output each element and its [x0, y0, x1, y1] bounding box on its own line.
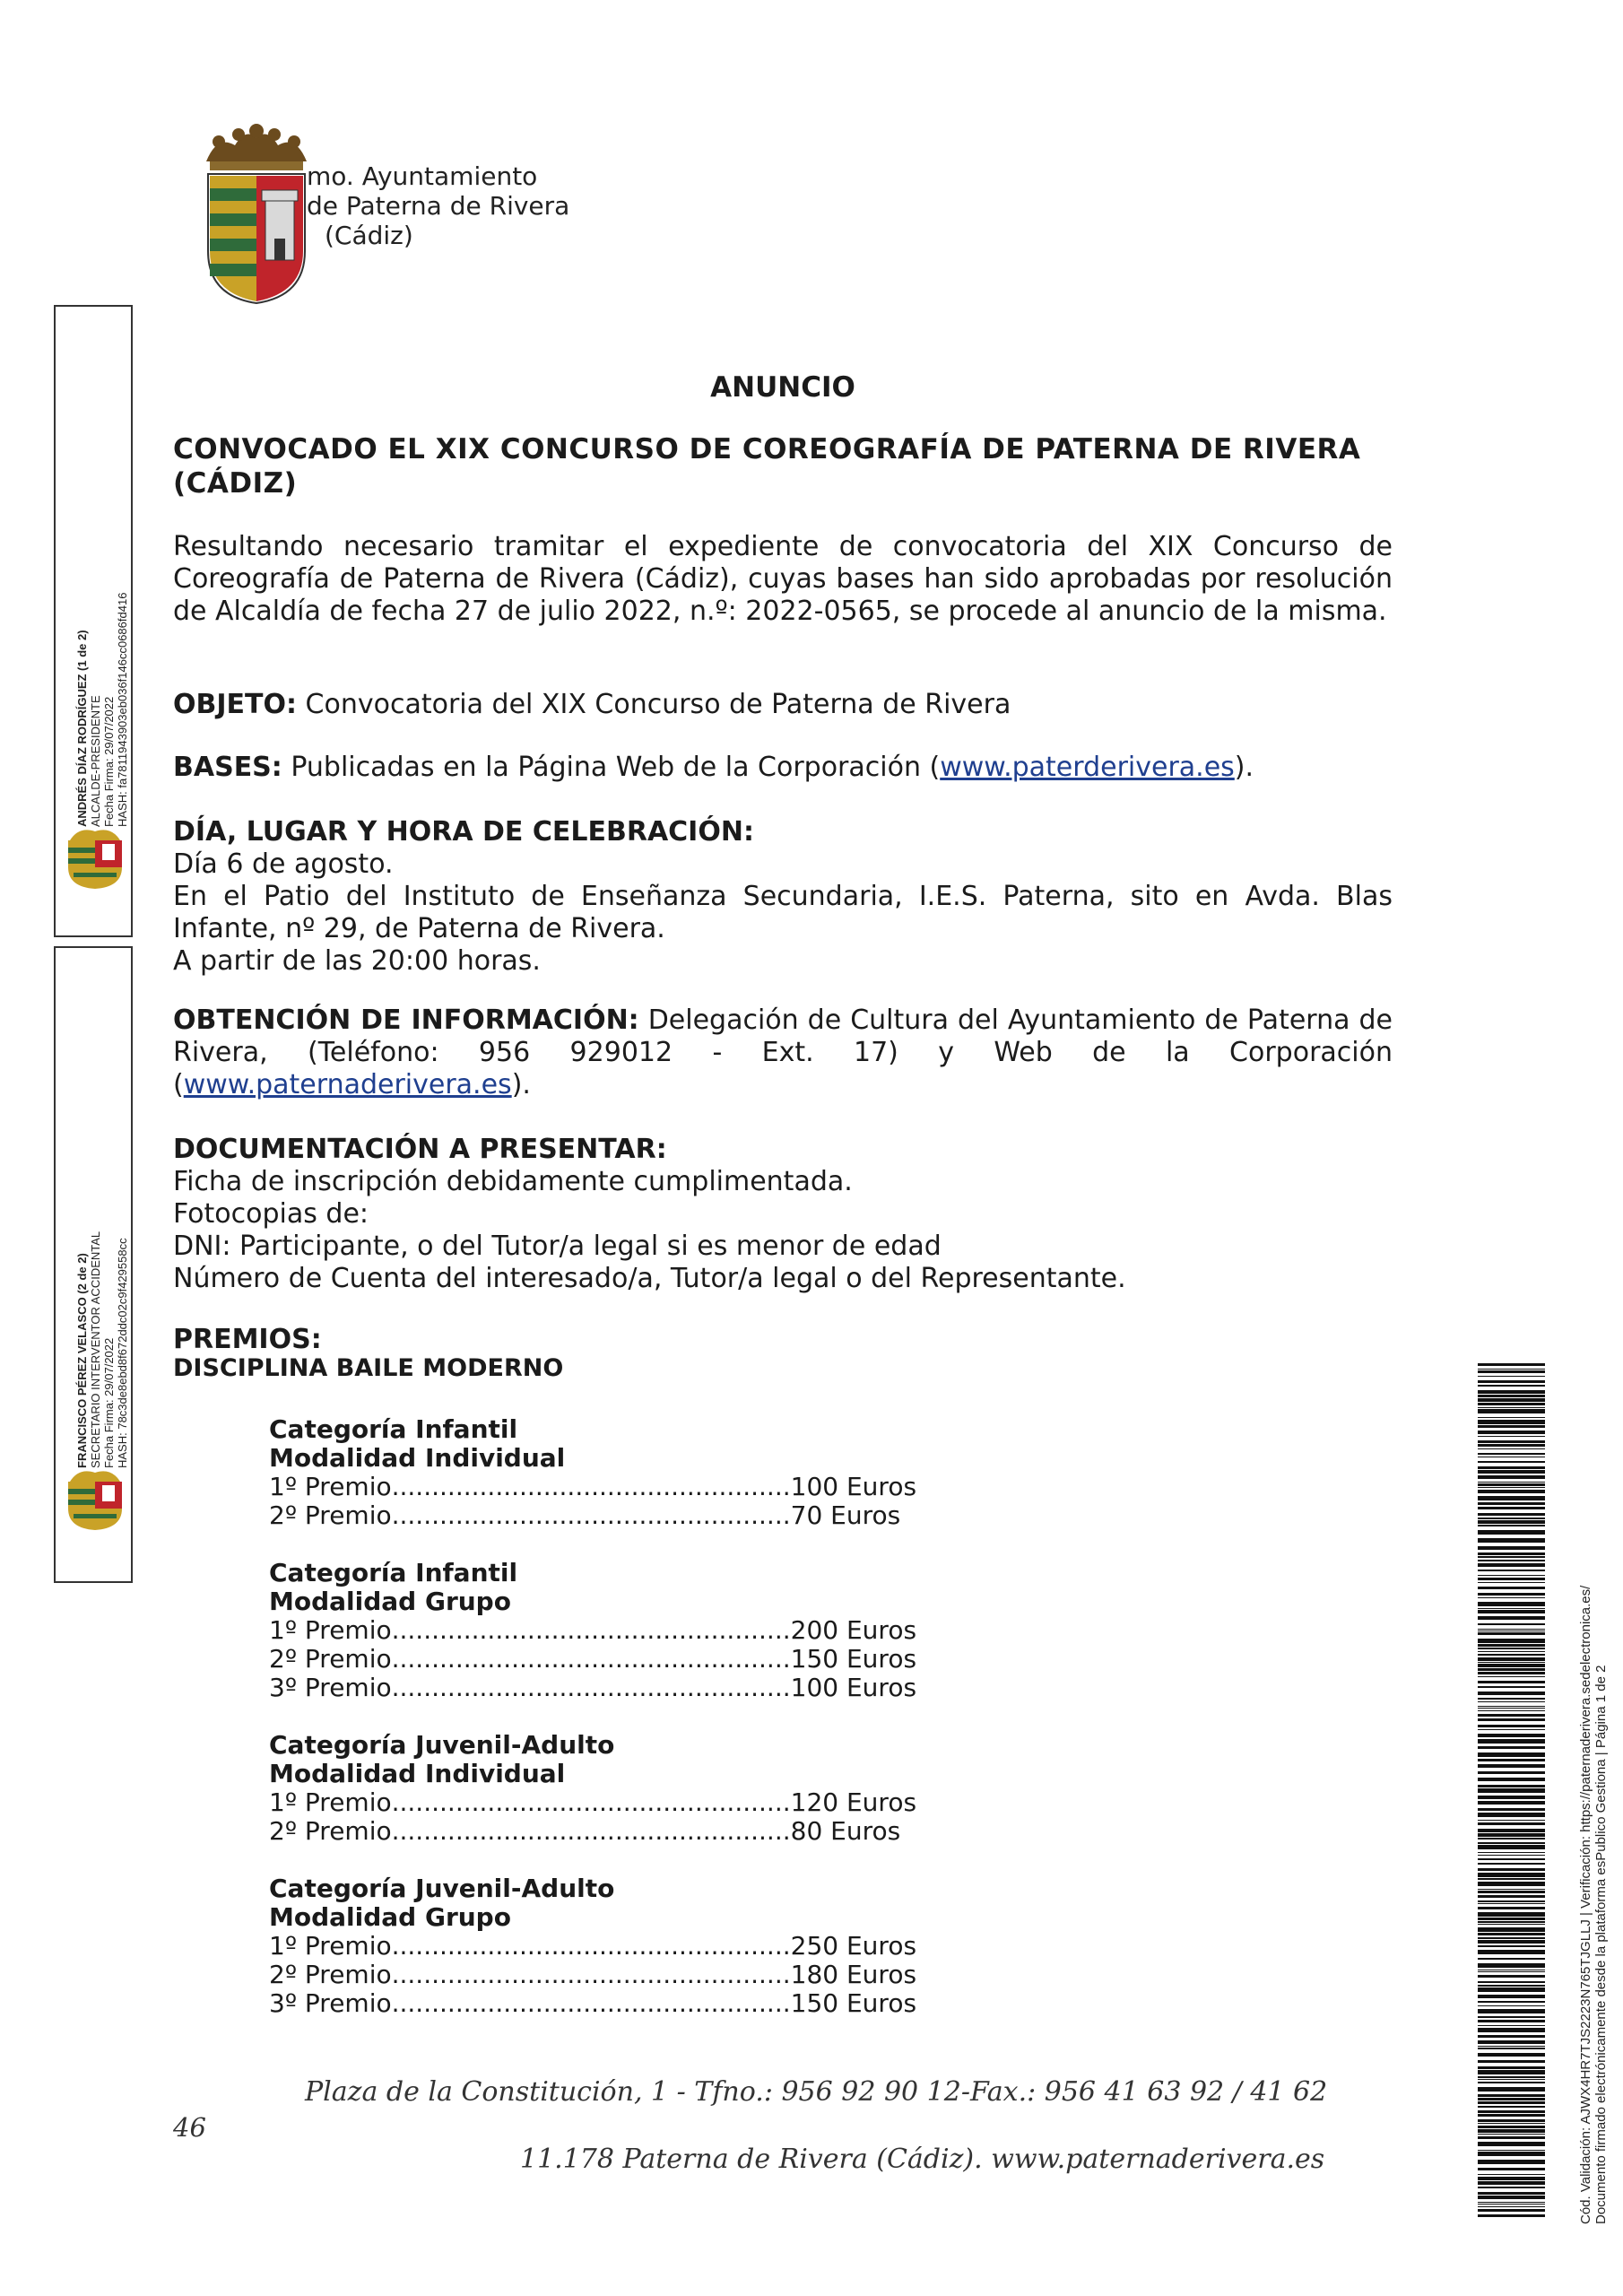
- prize-label: 2º Premio: [269, 1500, 392, 1530]
- prize-label: 1º Premio: [269, 1787, 392, 1817]
- barcode-bar: [1478, 1563, 1545, 1567]
- barcode-bar: [1478, 1448, 1545, 1449]
- barcode-bar: [1478, 2110, 1545, 2113]
- barcode-bar: [1478, 1796, 1545, 1799]
- barcode-bar: [1478, 1746, 1545, 1749]
- barcode-bar: [1478, 1436, 1545, 1437]
- footer-address-line-1: Plaza de la Constitución, 1 - Tfno.: 956 92 90 12-Fax.: 956 41 63 92 / 41 62: [305, 2076, 1328, 2108]
- barcode-bar: [1478, 1708, 1545, 1709]
- document-title: ANUNCIO: [710, 371, 855, 404]
- barcode-bar: [1478, 2181, 1545, 2185]
- barcode-bar: [1478, 1912, 1545, 1917]
- barcode-bar: [1478, 1842, 1545, 1844]
- barcode-bar: [1478, 2152, 1545, 2156]
- barcode-bar: [1478, 1616, 1545, 1620]
- barcode-bar: [1478, 2114, 1545, 2117]
- barcode-bar: [1478, 1852, 1545, 1853]
- barcode-bar: [1478, 2009, 1545, 2013]
- barcode-bar: [1478, 2060, 1545, 2063]
- barcode-bar: [1478, 2134, 1545, 2135]
- documentation-line-2: Fotocopias de:: [173, 1198, 369, 1230]
- objeto-section: [173, 689, 1393, 721]
- barcode-bar: [1478, 2126, 1545, 2128]
- documentation-section: [173, 1134, 1393, 1295]
- prize-row: 2º Premio .................................................. 80 Euros: [269, 1816, 901, 1846]
- barcode-bar: [1478, 1863, 1545, 1865]
- barcode-bar: [1478, 1903, 1545, 1904]
- signature-text-1: [75, 325, 129, 827]
- barcode-bar: [1478, 2016, 1545, 2018]
- info-end: ).: [511, 1069, 531, 1100]
- barcode-bar: [1478, 1686, 1545, 1688]
- celebration-label: DÍA, LUGAR Y HORA DE CELEBRACIÓN:: [173, 816, 754, 848]
- modality-name: Modalidad Grupo: [269, 1902, 511, 1932]
- bases-label: BASES:: [173, 752, 282, 783]
- prize-row: 1º Premio .................................................. 120 Euros: [269, 1787, 917, 1817]
- barcode-bar: [1478, 1725, 1545, 1727]
- barcode-bar: [1478, 1734, 1545, 1737]
- barcode-bar: [1478, 2119, 1545, 2122]
- barcode-bar: [1478, 1560, 1545, 1561]
- category-name: Categoría Infantil: [269, 1558, 518, 1587]
- barcode-bar: [1478, 1651, 1545, 1652]
- barcode-bar: [1478, 1664, 1545, 1667]
- barcode-bar: [1478, 1530, 1545, 1535]
- barcode-bar: [1478, 1971, 1545, 1972]
- barcode-bar: [1478, 1518, 1545, 1519]
- prize-row: 1º Premio .................................................. 250 Euros: [269, 1931, 917, 1961]
- org-line-3: (Cádiz): [325, 221, 413, 250]
- barcode-bar: [1478, 1632, 1545, 1635]
- category-name: Categoría Infantil: [269, 1414, 518, 1444]
- prize-row: 3º Premio .................................................. 100 Euros: [269, 1673, 917, 1702]
- barcode-bar: [1478, 2076, 1545, 2078]
- barcode-bar: [1478, 1369, 1545, 1370]
- barcode-bar: [1478, 1470, 1545, 1474]
- barcode-bar: [1478, 1975, 1545, 1978]
- documentation-label: DOCUMENTACIÓN A PRESENTAR:: [173, 1134, 667, 1165]
- barcode-bar: [1478, 1706, 1545, 1707]
- barcode-bar: [1478, 1513, 1545, 1516]
- barcode-bar: [1478, 2079, 1545, 2080]
- prize-category-1: [269, 1414, 917, 1530]
- barcode-bar: [1478, 1475, 1545, 1479]
- prize-amount: 180 Euros: [790, 1960, 917, 1989]
- signature-logo-icon: [61, 1464, 129, 1532]
- bases-end: ).: [1234, 752, 1254, 783]
- barcode-bar: [1478, 1845, 1545, 1849]
- barcode-bar: [1478, 1431, 1545, 1434]
- prize-row: 2º Premio .................................................. 180 Euros: [269, 1960, 917, 1989]
- barcode-bar: [1478, 1556, 1545, 1558]
- barcode-bar: [1478, 1838, 1545, 1839]
- barcode-bar: [1478, 2106, 1545, 2108]
- barcode-bar: [1478, 1829, 1545, 1832]
- prize-row: 2º Premio .................................................. 70 Euros: [269, 1500, 901, 1530]
- barcode-bar: [1478, 1950, 1545, 1954]
- barcode-bar: [1478, 1778, 1545, 1781]
- barcode-bar: [1478, 1409, 1545, 1413]
- barcode-bar: [1478, 1889, 1545, 1890]
- barcode-bar: [1478, 1963, 1545, 1968]
- barcode-bar: [1478, 1657, 1545, 1661]
- barcode-bar: [1478, 1575, 1545, 1576]
- barcode-bar: [1478, 1785, 1545, 1787]
- org-line-2: de Paterna de Rivera: [307, 191, 570, 221]
- barcode-bar: [1478, 1593, 1545, 1596]
- prize-amount: 100 Euros: [790, 1472, 917, 1501]
- barcode-bar: [1478, 1927, 1545, 1932]
- barcode-bar: [1478, 1995, 1545, 1998]
- category-name: Categoría Juvenil-Adulto: [269, 1874, 615, 1903]
- barcode-bar: [1478, 1597, 1545, 1598]
- barcode-bar: [1478, 1639, 1545, 1643]
- validation-platform: Documento firmado electrónicamente desde la plataforma esPublico Gestiona | Página 1 de 2: [1593, 1665, 1609, 2224]
- barcode-bar: [1478, 1752, 1545, 1757]
- barcode-bar: [1478, 1654, 1545, 1656]
- barcode-bar: [1478, 1444, 1545, 1447]
- barcode-bar: [1478, 2192, 1545, 2195]
- barcode-bar: [1478, 1813, 1545, 1817]
- barcode-bar: [1478, 1587, 1545, 1589]
- barcode-bar: [1478, 2150, 1545, 2151]
- celebration-place: En el Patio del Instituto de Enseñanza Secundaria, I.E.S. Paterna, sito en Avda. Blas Infante, nº 29, de Paterna de Rivera.: [173, 881, 1393, 944]
- barcode-bar: [1478, 2005, 1545, 2006]
- barcode-bar: [1478, 1440, 1545, 1443]
- validation-text: [1551, 1399, 1609, 2224]
- barcode-bar: [1478, 2168, 1545, 2170]
- barcode-bar: [1478, 2025, 1545, 2026]
- celebration-section: [173, 816, 1393, 978]
- signature-hash: HASH: fa7811943903eb036f146cc0686fd416: [116, 592, 129, 827]
- barcode-bar: [1478, 2087, 1545, 2092]
- barcode-bar: [1478, 1648, 1545, 1649]
- prize-label: 1º Premio: [269, 1472, 392, 1501]
- intro-paragraph: Resultando necesario tramitar el expediente de convocatoria del XIX Concurso de Coreografía de Paterna de Rivera (Cádiz), cuyas bases han sido aprobadas por resolución de Alcaldía de fecha 27 de julio 2022, n.º: 2022-0565, se procede al anuncio de la misma.: [173, 531, 1393, 627]
- barcode-bar: [1478, 2196, 1545, 2199]
- barcode-bar: [1478, 1945, 1545, 1947]
- barcode-bar: [1478, 2160, 1545, 2164]
- barcode-bar: [1478, 2082, 1545, 2083]
- signature-stamp-1: [54, 305, 133, 937]
- barcode-bar: [1478, 1918, 1545, 1920]
- organization-name: [307, 161, 569, 250]
- barcode-bar: [1478, 2035, 1545, 2038]
- barcode-bar: [1478, 1981, 1545, 1983]
- barcode-bar: [1478, 2202, 1545, 2203]
- prize-row: 1º Premio .................................................. 100 Euros: [269, 1472, 917, 1501]
- bases-link[interactable]: www.paterderivera.es: [940, 752, 1235, 783]
- barcode-bar: [1478, 1985, 1545, 1987]
- barcode-bar: [1478, 2066, 1545, 2069]
- barcode-bar: [1478, 2001, 1545, 2003]
- prize-label: 3º Premio: [269, 1673, 392, 1702]
- barcode-bar: [1478, 2040, 1545, 2044]
- barcode-bar: [1478, 1644, 1545, 1647]
- barcode-bar: [1478, 1608, 1545, 1609]
- barcode-bar: [1478, 1933, 1545, 1935]
- barcode-bar: [1478, 1882, 1545, 1886]
- barcode-bar: [1478, 1376, 1545, 1377]
- barcode-bar: [1478, 2123, 1545, 2124]
- org-line-1: mo. Ayuntamiento: [307, 161, 538, 191]
- barcode-bar: [1478, 1425, 1545, 1428]
- signature-stamp-2: [54, 946, 133, 1583]
- barcode-bar: [1478, 2098, 1545, 2100]
- barcode-bar: [1478, 1900, 1545, 1902]
- barcode-bar: [1478, 1385, 1545, 1387]
- barcode-bar: [1478, 2142, 1545, 2146]
- barcode-bar: [1478, 1878, 1545, 1880]
- barcode-bar: [1478, 1520, 1545, 1524]
- barcode-bar: [1478, 2136, 1545, 2139]
- barcode-bar: [1478, 1507, 1545, 1509]
- barcode-bar: [1478, 1855, 1545, 1856]
- info-section: [173, 1004, 1393, 1101]
- signature-hash: HASH: 78c3de8ebd8f672ddc02c9f429558cc: [116, 1238, 129, 1468]
- barcode-bar: [1478, 1801, 1545, 1805]
- barcode-bar: [1478, 2177, 1545, 2180]
- barcode-bar: [1478, 1714, 1545, 1717]
- barcode-bar: [1478, 1482, 1545, 1483]
- barcode-bar: [1478, 1681, 1545, 1683]
- barcode-bar: [1478, 1417, 1545, 1418]
- prize-amount: 100 Euros: [790, 1673, 917, 1702]
- barcode-bar: [1478, 1380, 1545, 1383]
- signature-date: Fecha Firma: 29/07/2022: [102, 696, 116, 827]
- prize-amount: 150 Euros: [790, 1644, 917, 1674]
- documentation-line-1: Ficha de inscripción debidamente cumplimentada.: [173, 1166, 853, 1197]
- barcode-bar: [1478, 1921, 1545, 1923]
- prize-amount: 120 Euros: [790, 1787, 917, 1817]
- barcode-bar: [1478, 1759, 1545, 1761]
- barcode-bar: [1478, 1552, 1545, 1555]
- category-name: Categoría Juvenil-Adulto: [269, 1730, 615, 1760]
- documentation-line-3: DNI: Participante, o del Tutor/a legal si es menor de edad: [173, 1231, 942, 1262]
- barcode-bar: [1478, 1610, 1545, 1613]
- prize-label: 2º Premio: [269, 1816, 392, 1846]
- barcode-bar: [1478, 1662, 1545, 1663]
- prizes-label: PREMIOS:: [173, 1324, 322, 1355]
- barcode-bar: [1478, 1602, 1545, 1606]
- barcode-bar: [1478, 1582, 1545, 1583]
- barcode-bar: [1478, 1729, 1545, 1730]
- barcode-bar: [1478, 1873, 1545, 1877]
- barcode-bar: [1478, 1525, 1545, 1526]
- barcode-bar: [1478, 1771, 1545, 1774]
- discipline-label: DISCIPLINA BAILE MODERNO: [173, 1354, 564, 1382]
- signer-name: FRANCISCO PÉREZ VELASCO (2 de 2): [75, 1253, 89, 1468]
- barcode-bar: [1478, 2174, 1545, 2175]
- barcode-bar: [1478, 1764, 1545, 1768]
- prize-amount: 200 Euros: [790, 1615, 917, 1645]
- prize-amount: 70 Euros: [790, 1500, 901, 1530]
- signature-date: Fecha Firma: 29/07/2022: [102, 1337, 116, 1468]
- barcode-bar: [1478, 1483, 1545, 1486]
- prize-row: 1º Premio .................................................. 200 Euros: [269, 1615, 917, 1645]
- prize-amount: 250 Euros: [790, 1931, 917, 1961]
- barcode-bar: [1478, 1710, 1545, 1711]
- prize-label: 1º Premio: [269, 1931, 392, 1961]
- barcode-bar: [1478, 1487, 1545, 1488]
- barcode-bar: [1478, 1546, 1545, 1550]
- documentation-line-4: Número de Cuenta del interesado/a, Tutor/a legal o del Representante.: [173, 1263, 1126, 1294]
- modality-name: Modalidad Individual: [269, 1443, 566, 1473]
- info-text: Delegación de Cultura del Ayuntamiento de Paterna de Rivera, (Teléfono: 956 929012 - Ext. 17) y Web de la Corporación (: [173, 1004, 1393, 1100]
- barcode-bar: [1478, 1987, 1545, 1992]
- bases-text: Publicadas en la Página Web de la Corporación (: [282, 752, 941, 783]
- celebration-time: A partir de las 20:00 horas.: [173, 945, 541, 977]
- prize-label: 1º Premio: [269, 1615, 392, 1645]
- barcode-bar: [1478, 1868, 1545, 1871]
- bases-section: [173, 752, 1393, 784]
- barcode-bar: [1478, 1370, 1545, 1373]
- barcode-bar: [1478, 2187, 1545, 2188]
- barcode-bar: [1478, 2053, 1545, 2057]
- page-number: 46: [173, 2112, 206, 2143]
- barcode-bar: [1478, 2028, 1545, 2032]
- barcode-bar: [1478, 1461, 1545, 1463]
- celebration-date: Día 6 de agosto.: [173, 848, 394, 880]
- barcode-bar: [1478, 1940, 1545, 1944]
- modality-name: Modalidad Individual: [269, 1759, 566, 1788]
- signer-name: ANDRÉS DÍAZ RODRÍGUEZ (1 de 2): [75, 630, 89, 827]
- prize-label: 2º Premio: [269, 1644, 392, 1674]
- barcode-bar: [1478, 1623, 1545, 1625]
- prize-label: 3º Premio: [269, 1988, 392, 2018]
- barcode-bar: [1478, 1833, 1545, 1837]
- document-subtitle: CONVOCADO EL XIX CONCURSO DE COREOGRAFÍA DE PATERNA DE RIVERA (CÁDIZ): [173, 433, 1361, 500]
- footer-address-line-2: 11.178 Paterna de Rivera (Cádiz). www.paternaderivera.es: [520, 2144, 1325, 2175]
- barcode-bar: [1478, 1672, 1545, 1674]
- objeto-label: OBJETO:: [173, 689, 297, 720]
- prizes-section: [173, 1326, 1393, 1383]
- barcode-bar: [1478, 2101, 1545, 2104]
- barcode-bar: [1478, 1496, 1545, 1500]
- barcode-bar: [1478, 1398, 1545, 1402]
- barcode-bar: [1478, 1820, 1545, 1821]
- barcode-bar: [1478, 2046, 1545, 2047]
- barcode-bar: [1478, 1891, 1545, 1893]
- municipal-crest-logo: [199, 126, 314, 305]
- prize-category-3: [269, 1730, 917, 1846]
- objeto-text: Convocatoria del XIX Concurso de Paterna de Rivera: [297, 689, 1011, 720]
- barcode-bar: [1478, 1395, 1545, 1397]
- barcode-bar: [1478, 1668, 1545, 1671]
- barcode-bar: [1478, 2048, 1545, 2049]
- barcode-bar: [1478, 1466, 1545, 1469]
- signature-logo-icon: [61, 822, 129, 891]
- barcode-bar: [1478, 1858, 1545, 1860]
- barcode-bar: [1478, 1788, 1545, 1793]
- barcode-bar: [1478, 1676, 1545, 1677]
- barcode-bar: [1478, 1363, 1545, 1366]
- barcode-bar: [1478, 2020, 1545, 2022]
- info-label: OBTENCIÓN DE INFORMACIÓN:: [173, 1004, 639, 1036]
- barcode-bar: [1478, 1502, 1545, 1505]
- barcode-bar: [1478, 1390, 1545, 1394]
- barcode-bar: [1478, 1490, 1545, 1493]
- barcode-bar: [1478, 1538, 1545, 1543]
- barcode-bar: [1478, 1629, 1545, 1630]
- barcode-bar: [1478, 2209, 1545, 2212]
- barcode-bar: [1478, 1808, 1545, 1811]
- barcode-bar: [1478, 1718, 1545, 1721]
- signer-role: SECRETARIO INTERVENTOR ACCIDENTAL: [89, 1231, 102, 1468]
- barcode-bar: [1478, 1701, 1545, 1702]
- barcode-bar: [1478, 1937, 1545, 1939]
- barcode-bar: [1478, 1907, 1545, 1909]
- barcode-bar: [1478, 2206, 1545, 2207]
- barcode-bar: [1478, 1895, 1545, 1898]
- prize-category-4: [269, 1874, 917, 2018]
- barcode-bar: [1478, 1698, 1545, 1700]
- barcode-bar: [1478, 2204, 1545, 2205]
- barcode-image: [1478, 1363, 1545, 2215]
- prize-amount: 80 Euros: [790, 1816, 901, 1846]
- signature-text-2: [75, 966, 129, 1468]
- modality-name: Modalidad Grupo: [269, 1587, 511, 1616]
- info-link[interactable]: www.paternaderivera.es: [183, 1069, 512, 1100]
- barcode-bar: [1478, 1822, 1545, 1825]
- barcode-bar: [1478, 1692, 1545, 1695]
- prize-amount: 150 Euros: [790, 1988, 917, 2018]
- validation-code: Cód. Validación: AJWX4HR7TJS2223N765TJGLLJ | Verificación: https://paternaderivera.sedelectronica.es/: [1578, 1585, 1593, 2224]
- barcode-bar: [1478, 1739, 1545, 1744]
- barcode-bar: [1478, 1407, 1545, 1408]
- signer-role: ALCALDE-PRESIDENTE: [89, 695, 102, 827]
- prize-category-2: [269, 1558, 917, 1702]
- barcode-bar: [1478, 1924, 1545, 1925]
- barcode-bar: [1478, 1570, 1545, 1571]
- barcode-bar: [1478, 1578, 1545, 1580]
- barcode-bar: [1478, 1403, 1545, 1405]
- barcode-bar: [1478, 1420, 1545, 1424]
- prize-row: 2º Premio .................................................. 150 Euros: [269, 1644, 917, 1674]
- barcode-bar: [1478, 1958, 1545, 1960]
- prize-row: 3º Premio .................................................. 150 Euros: [269, 1988, 917, 2018]
- barcode-bar: [1478, 1453, 1545, 1455]
- barcode-bar: [1478, 2214, 1545, 2217]
- barcode-bar: [1478, 2070, 1545, 2074]
- barcode-bar: [1478, 2129, 1545, 2133]
- barcode-bar: [1478, 2094, 1545, 2097]
- prize-label: 2º Premio: [269, 1960, 392, 1989]
